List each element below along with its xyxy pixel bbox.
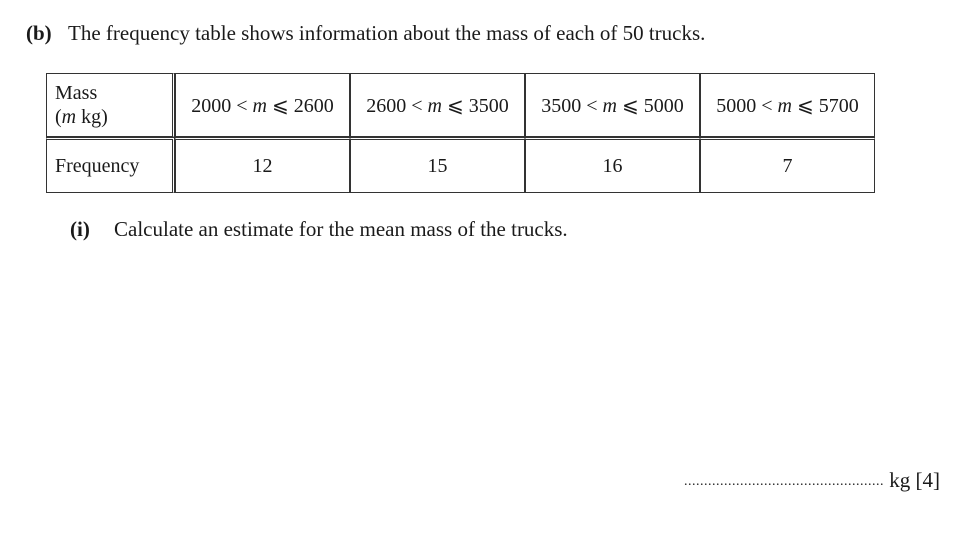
range-lower: 2000: [191, 94, 232, 117]
mass-range-cell: [350, 73, 525, 137]
frequency-cell: 7: [700, 137, 875, 193]
mass-range-cell: [700, 73, 875, 137]
less-equal-symbol: ⩽: [796, 94, 814, 117]
marks-label: [4]: [915, 468, 940, 492]
question-intro: [26, 21, 705, 46]
less-than-symbol: <: [761, 94, 773, 117]
range-variable: m: [427, 94, 442, 117]
less-than-symbol: <: [411, 94, 423, 117]
frequency-header-cell: Frequency: [46, 137, 175, 193]
range-variable: m: [252, 94, 267, 117]
frequency-row: [46, 137, 875, 193]
answer-line: [684, 468, 940, 493]
frequency-cell: 16: [525, 137, 700, 193]
subquestion-label: (i): [70, 217, 90, 241]
less-than-symbol: <: [586, 94, 598, 117]
answer-unit: kg: [889, 468, 911, 492]
less-than-symbol: <: [236, 94, 248, 117]
mass-label: Mass: [55, 82, 98, 104]
range-variable: m: [777, 94, 792, 117]
less-equal-symbol: ⩽: [271, 94, 289, 117]
less-equal-symbol: ⩽: [446, 94, 464, 117]
range-lower: 2600: [366, 94, 407, 117]
range-lower: 3500: [541, 94, 582, 117]
intro-text: The frequency table shows information about the mass of each of 50 trucks.: [68, 21, 706, 45]
frequency-cell: 15: [350, 137, 525, 193]
range-upper: 5700: [818, 94, 859, 117]
mass-header-cell: [46, 73, 175, 137]
subquestion: [70, 217, 568, 242]
mass-range-cell: [525, 73, 700, 137]
mass-range-cell: [175, 73, 350, 137]
frequency-table: [46, 73, 875, 193]
frequency-cell: 12: [175, 137, 350, 193]
mass-unit-label: (m kg): [55, 106, 108, 128]
range-variable: m: [602, 94, 617, 117]
range-upper: 5000: [643, 94, 684, 117]
subquestion-text: Calculate an estimate for the mean mass of the trucks.: [114, 217, 568, 241]
range-lower: 5000: [716, 94, 757, 117]
answer-dots[interactable]: ..................................................: [684, 474, 884, 489]
range-upper: 3500: [468, 94, 509, 117]
range-upper: 2600: [293, 94, 334, 117]
mass-row: [46, 73, 875, 137]
part-label: (b): [26, 21, 52, 45]
less-equal-symbol: ⩽: [621, 94, 639, 117]
